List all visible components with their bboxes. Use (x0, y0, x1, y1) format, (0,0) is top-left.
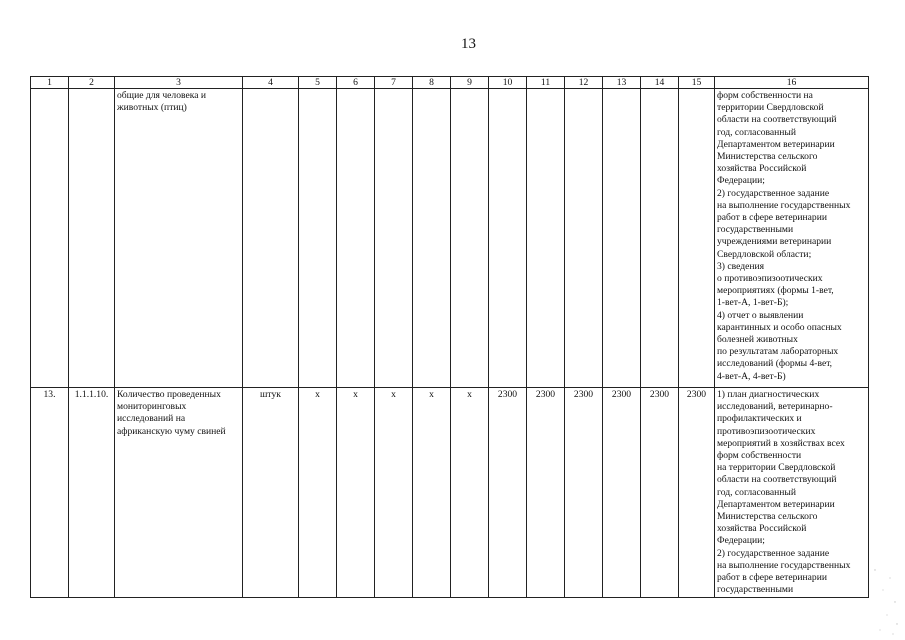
value-cell (451, 89, 489, 388)
column-header: 10 (489, 77, 527, 89)
column-header: 3 (115, 77, 243, 89)
basis-line: области на соответствующий (717, 114, 837, 126)
basis-line: 4-вет-А, 4-вет-Б) (717, 370, 786, 382)
basis-line: противоэпизоотических (717, 425, 816, 437)
value-cell: x (337, 388, 375, 598)
value-cell: x (375, 388, 413, 598)
basis-line: Министерства сельского (717, 151, 818, 163)
basis-line: 2) государственное задание (717, 187, 830, 199)
indicator-name-line: исследований на (117, 413, 186, 425)
basis-line: хозяйства Российской (717, 163, 807, 175)
indicator-name (115, 89, 243, 388)
basis-line: учреждениями ветеринарии (717, 236, 832, 248)
basis-line: 1) план диагностических (717, 389, 820, 400)
basis-cell (715, 89, 869, 388)
basis-line: профилактических и (717, 413, 802, 425)
column-header: 2 (69, 77, 115, 89)
value-cell (527, 89, 565, 388)
column-number-row (31, 77, 869, 89)
basis-line: 3) сведения (717, 260, 765, 272)
basis-line: области на соответствующий (717, 474, 837, 486)
value-cell (299, 89, 337, 388)
basis-line: Федерации; (717, 175, 765, 187)
column-header: 15 (679, 77, 715, 89)
basis-line: государственными (717, 224, 794, 236)
indicator-name-line: животных (птиц) (117, 102, 187, 114)
basis-line: мероприятиях (формы 1-вет, (717, 285, 834, 297)
basis-line: 1-вет-А, 1-вет-Б); (717, 297, 789, 309)
basis-line: государственными (717, 584, 794, 596)
row-number (31, 89, 69, 388)
basis-line: исследований, ветеринарно- (717, 401, 833, 413)
basis-line: исследований (формы 4-вет, (717, 358, 833, 370)
value-cell: 2300 (679, 388, 715, 598)
indicator-name-line: общие для человека и (117, 90, 207, 101)
column-header: 16 (715, 77, 869, 89)
table-row (31, 388, 869, 598)
column-header: 4 (243, 77, 299, 89)
basis-line: по результатам лабораторных (717, 346, 839, 358)
value-cell (679, 89, 715, 388)
value-cell (603, 89, 641, 388)
basis-line: о противоэпизоотических (717, 273, 823, 285)
column-header: 1 (31, 77, 69, 89)
page-number: 13 (461, 36, 476, 52)
indicator-table (30, 76, 869, 598)
basis-line: 2) государственное задание (717, 547, 830, 559)
indicator-name-line: мониторинговых (117, 401, 187, 413)
value-cell: 2300 (489, 388, 527, 598)
basis-line: на территории Свердловской (717, 462, 836, 474)
basis-line: год, согласованный (717, 126, 797, 138)
value-cell: 2300 (565, 388, 603, 598)
basis-line: работ в сфере ветеринарии (717, 212, 828, 224)
basis-line: на выполнение государственных (717, 199, 851, 211)
basis-line: 4) отчет о выявлении (717, 309, 804, 321)
column-header: 14 (641, 77, 679, 89)
basis-line: Департаментом ветеринарии (717, 498, 835, 510)
value-cell (489, 89, 527, 388)
value-cell (565, 89, 603, 388)
table-row (31, 89, 869, 388)
basis-line: форм собственности (717, 450, 802, 462)
column-header: 9 (451, 77, 489, 89)
column-header: 13 (603, 77, 641, 89)
column-header: 5 (299, 77, 337, 89)
basis-line: форм собственности на (717, 90, 813, 101)
column-header: 11 (527, 77, 565, 89)
basis-line: хозяйства Российской (717, 523, 807, 535)
indicator-name-line: Количество проведенных (117, 389, 221, 400)
value-cell (337, 89, 375, 388)
column-header: 12 (565, 77, 603, 89)
column-header: 8 (413, 77, 451, 89)
unit-cell (243, 89, 299, 388)
column-header: 6 (337, 77, 375, 89)
scan-noise (835, 560, 905, 640)
value-cell (641, 89, 679, 388)
basis-line: территории Свердловской (717, 102, 824, 114)
value-cell: x (299, 388, 337, 598)
value-cell: 2300 (527, 388, 565, 598)
basis-line: Федерации; (717, 535, 765, 547)
basis-line: Департаментом ветеринарии (717, 138, 835, 150)
indicator-name-line: африканскую чуму свиней (117, 425, 226, 437)
basis-line: Свердловской области; (717, 248, 812, 260)
value-cell: x (413, 388, 451, 598)
value-cell: 2300 (641, 388, 679, 598)
basis-line: на выполнение государственных (717, 559, 851, 571)
basis-line: мероприятий в хозяйствах всех (717, 437, 845, 449)
value-cell (413, 89, 451, 388)
basis-line: работ в сфере ветеринарии (717, 572, 828, 584)
indicator-name (115, 388, 243, 598)
basis-line: год, согласованный (717, 486, 797, 498)
unit-cell: штук (243, 388, 299, 598)
value-cell: x (451, 388, 489, 598)
column-header: 7 (375, 77, 413, 89)
row-code (69, 89, 115, 388)
value-cell (375, 89, 413, 388)
basis-line: болезней животных (717, 334, 798, 346)
row-code: 1.1.1.10. (69, 388, 115, 598)
basis-line: Министерства сельского (717, 511, 818, 523)
row-number: 13. (31, 388, 69, 598)
basis-line: карантинных и особо опасных (717, 321, 842, 333)
value-cell: 2300 (603, 388, 641, 598)
